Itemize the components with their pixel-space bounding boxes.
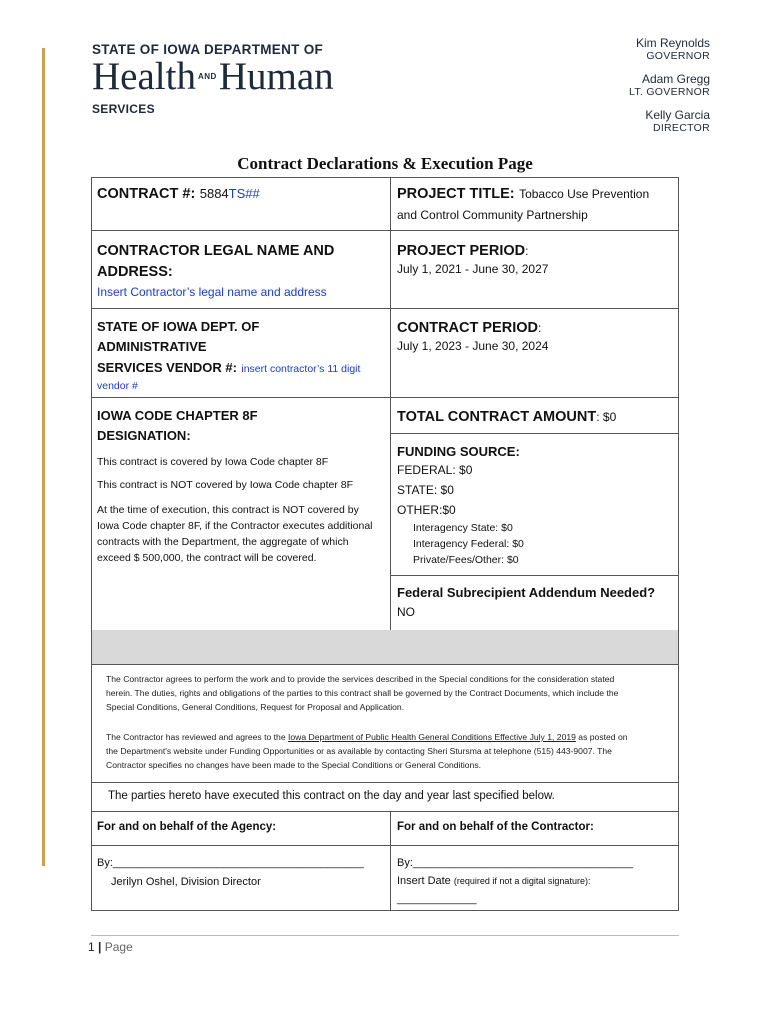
funding-federal: FEDERAL: $0 [397, 463, 473, 477]
agency-signer-name: Jerilyn Oshel, Division Director [111, 876, 261, 888]
project-period-colon: : [525, 244, 529, 258]
gray-separator-band [92, 630, 678, 664]
project-title-cell [397, 185, 677, 222]
legal-line: Contractor specifies no changes have been made to the Special Conditions or General Conditions. [106, 760, 482, 770]
row-divider [91, 845, 679, 846]
funding-source-cell [397, 443, 677, 568]
iowa-code-label-cont: DESIGNATION: [97, 428, 191, 443]
insert-date-text: Insert Date [397, 875, 451, 887]
legal-text: The Contractor has reviewed and agrees to the [106, 732, 289, 742]
page-number: 1 [88, 940, 95, 954]
contract-number-suffix: TS## [228, 186, 260, 201]
legal-name-cell [97, 240, 387, 299]
legal-paragraph-1 [106, 672, 668, 714]
logo-line1: STATE OF IOWA DEPARTMENT OF [92, 42, 324, 57]
iowa-code-cell [97, 406, 387, 566]
logo-and: AND [197, 72, 217, 82]
legal-line: The Contractor agrees to perform the work and to provide the services described in the Special conditions for the consideration stated [106, 674, 615, 684]
total-amount-cell [397, 408, 616, 426]
vendor-label-number: SERVICES VENDOR #: [97, 360, 237, 375]
official-role: LT. GOVERNOR [628, 86, 710, 98]
contract-period-label: CONTRACT PERIOD [397, 320, 538, 336]
code-note-line: exceed $ 500,000, the contract will be covered. [97, 552, 317, 564]
row-divider [91, 664, 679, 665]
vendor-placeholder[interactable]: insert contractor’s 11 digit [241, 363, 361, 375]
agency-signature-line[interactable]: By:_________________________________________ [97, 857, 364, 869]
official-name: Kelly Garcia [645, 108, 710, 122]
execution-statement: The parties hereto have executed this contract on the day and year last specified below. [108, 790, 555, 802]
contract-number-prefix: 5884 [199, 186, 229, 201]
column-divider [390, 178, 391, 630]
code-note-line: Iowa Code chapter 8F, if the Contractor executes additional [97, 520, 373, 532]
row-divider [91, 308, 679, 309]
officials-list [629, 36, 710, 144]
page-title: Contract Declarations & Execution Page [237, 154, 533, 173]
vendor-label: STATE OF IOWA DEPT. OF [97, 319, 260, 334]
agency-label: For and on behalf of the Agency: [97, 821, 277, 833]
logo-human: Human [218, 55, 334, 98]
funding-other: OTHER:$0 [397, 503, 456, 517]
funding-private-fees: Private/Fees/Other: $0 [413, 554, 519, 566]
subrecipient-label: Federal Subrecipient Addendum Needed? [397, 585, 656, 600]
total-amount-label: TOTAL CONTRACT AMOUNT [397, 409, 597, 425]
project-title-value: Tobacco Use Prevention [519, 187, 650, 201]
vendor-label-cont: ADMINISTRATIVE [97, 339, 207, 354]
insert-date-note: (required if not a digital signature): [453, 876, 591, 886]
project-title-value-cont: and Control Community Partnership [397, 208, 588, 222]
code-note [97, 502, 387, 566]
contract-period-colon: : [537, 321, 542, 335]
contractor-label: For and on behalf of the Contractor: [397, 821, 594, 833]
funding-interagency-federal: Interagency Federal: $0 [413, 538, 524, 550]
contract-number-label: CONTRACT #: [97, 186, 196, 202]
code-note-line: contracts with the Department, the aggregate of which [97, 536, 349, 548]
project-period-cell [397, 240, 548, 276]
legal-name-label: CONTRACTOR LEGAL NAME AND [97, 243, 335, 259]
contractor-signature-line[interactable]: By:____________________________________ [397, 857, 634, 869]
subrecipient-value: NO [397, 605, 415, 619]
official-name: Kim Reynolds [635, 36, 710, 50]
subrecipient-cell [397, 584, 677, 622]
legal-name-placeholder[interactable]: Insert Contractor’s legal name and address [97, 285, 327, 299]
row-divider [91, 397, 679, 398]
contract-period-cell [397, 317, 548, 353]
row-divider [390, 433, 679, 434]
logo-services: SERVICES [92, 102, 155, 117]
project-period-value: July 1, 2021 - June 30, 2027 [397, 262, 549, 276]
footer-divider [91, 935, 679, 936]
date-line[interactable]: _____________ [397, 893, 477, 905]
signature-divider [390, 811, 391, 911]
legal-paragraph-2 [106, 730, 668, 772]
code-note-line: At the time of execution, this contract is NOT covered by [97, 504, 359, 516]
official-role: GOVERNOR [646, 50, 710, 62]
project-title-label: PROJECT TITLE: [397, 186, 515, 202]
code-covered-option[interactable]: This contract is covered by Iowa Code chapter 8F [97, 456, 329, 468]
legal-name-label-cont: ADDRESS: [97, 264, 173, 280]
total-amount-value: : $0 [596, 410, 617, 424]
logo-health: Health [92, 55, 196, 98]
general-conditions-link[interactable]: Iowa Department of Public Health General Conditions Effective July 1, 2019 [288, 732, 576, 742]
row-divider [91, 230, 679, 231]
agency-logo [92, 42, 334, 116]
official-name: Adam Gregg [641, 72, 710, 86]
funding-source-label: FUNDING SOURCE: [397, 444, 520, 459]
funding-interagency-state: Interagency State: $0 [413, 522, 513, 534]
official-role: DIRECTOR [652, 122, 710, 134]
page-separator: | [98, 940, 102, 954]
row-divider [91, 782, 679, 783]
code-not-covered-option[interactable]: This contract is NOT covered by Iowa Code chapter 8F [97, 479, 353, 491]
page-footer [88, 940, 133, 954]
page-label: Page [104, 940, 133, 954]
legal-line: Special Conditions, General Conditions, Request for Proposal and Application. [106, 702, 405, 712]
contract-number-cell [97, 185, 260, 203]
funding-state: STATE: $0 [397, 483, 454, 497]
legal-line: herein. The duties, rights and obligations of the parties to this contract shall be governed by the Contract Documents, which include the [106, 688, 619, 698]
vendor-placeholder-cont[interactable]: vendor # [97, 380, 138, 392]
logo-line2 [92, 57, 334, 100]
contract-period-value: July 1, 2023 - June 30, 2024 [397, 339, 549, 353]
legal-line: the Department's website under Funding Opportunities or as available by contacting Sheri Stursma at telephone (515) 443-9007. The [106, 746, 612, 756]
legal-text: as posted on [575, 732, 628, 742]
project-period-label: PROJECT PERIOD [397, 243, 526, 259]
iowa-code-label: IOWA CODE CHAPTER 8F [97, 408, 258, 423]
row-divider [390, 575, 679, 576]
vendor-cell [97, 317, 387, 392]
row-divider [91, 811, 679, 812]
insert-date-label [397, 875, 590, 887]
